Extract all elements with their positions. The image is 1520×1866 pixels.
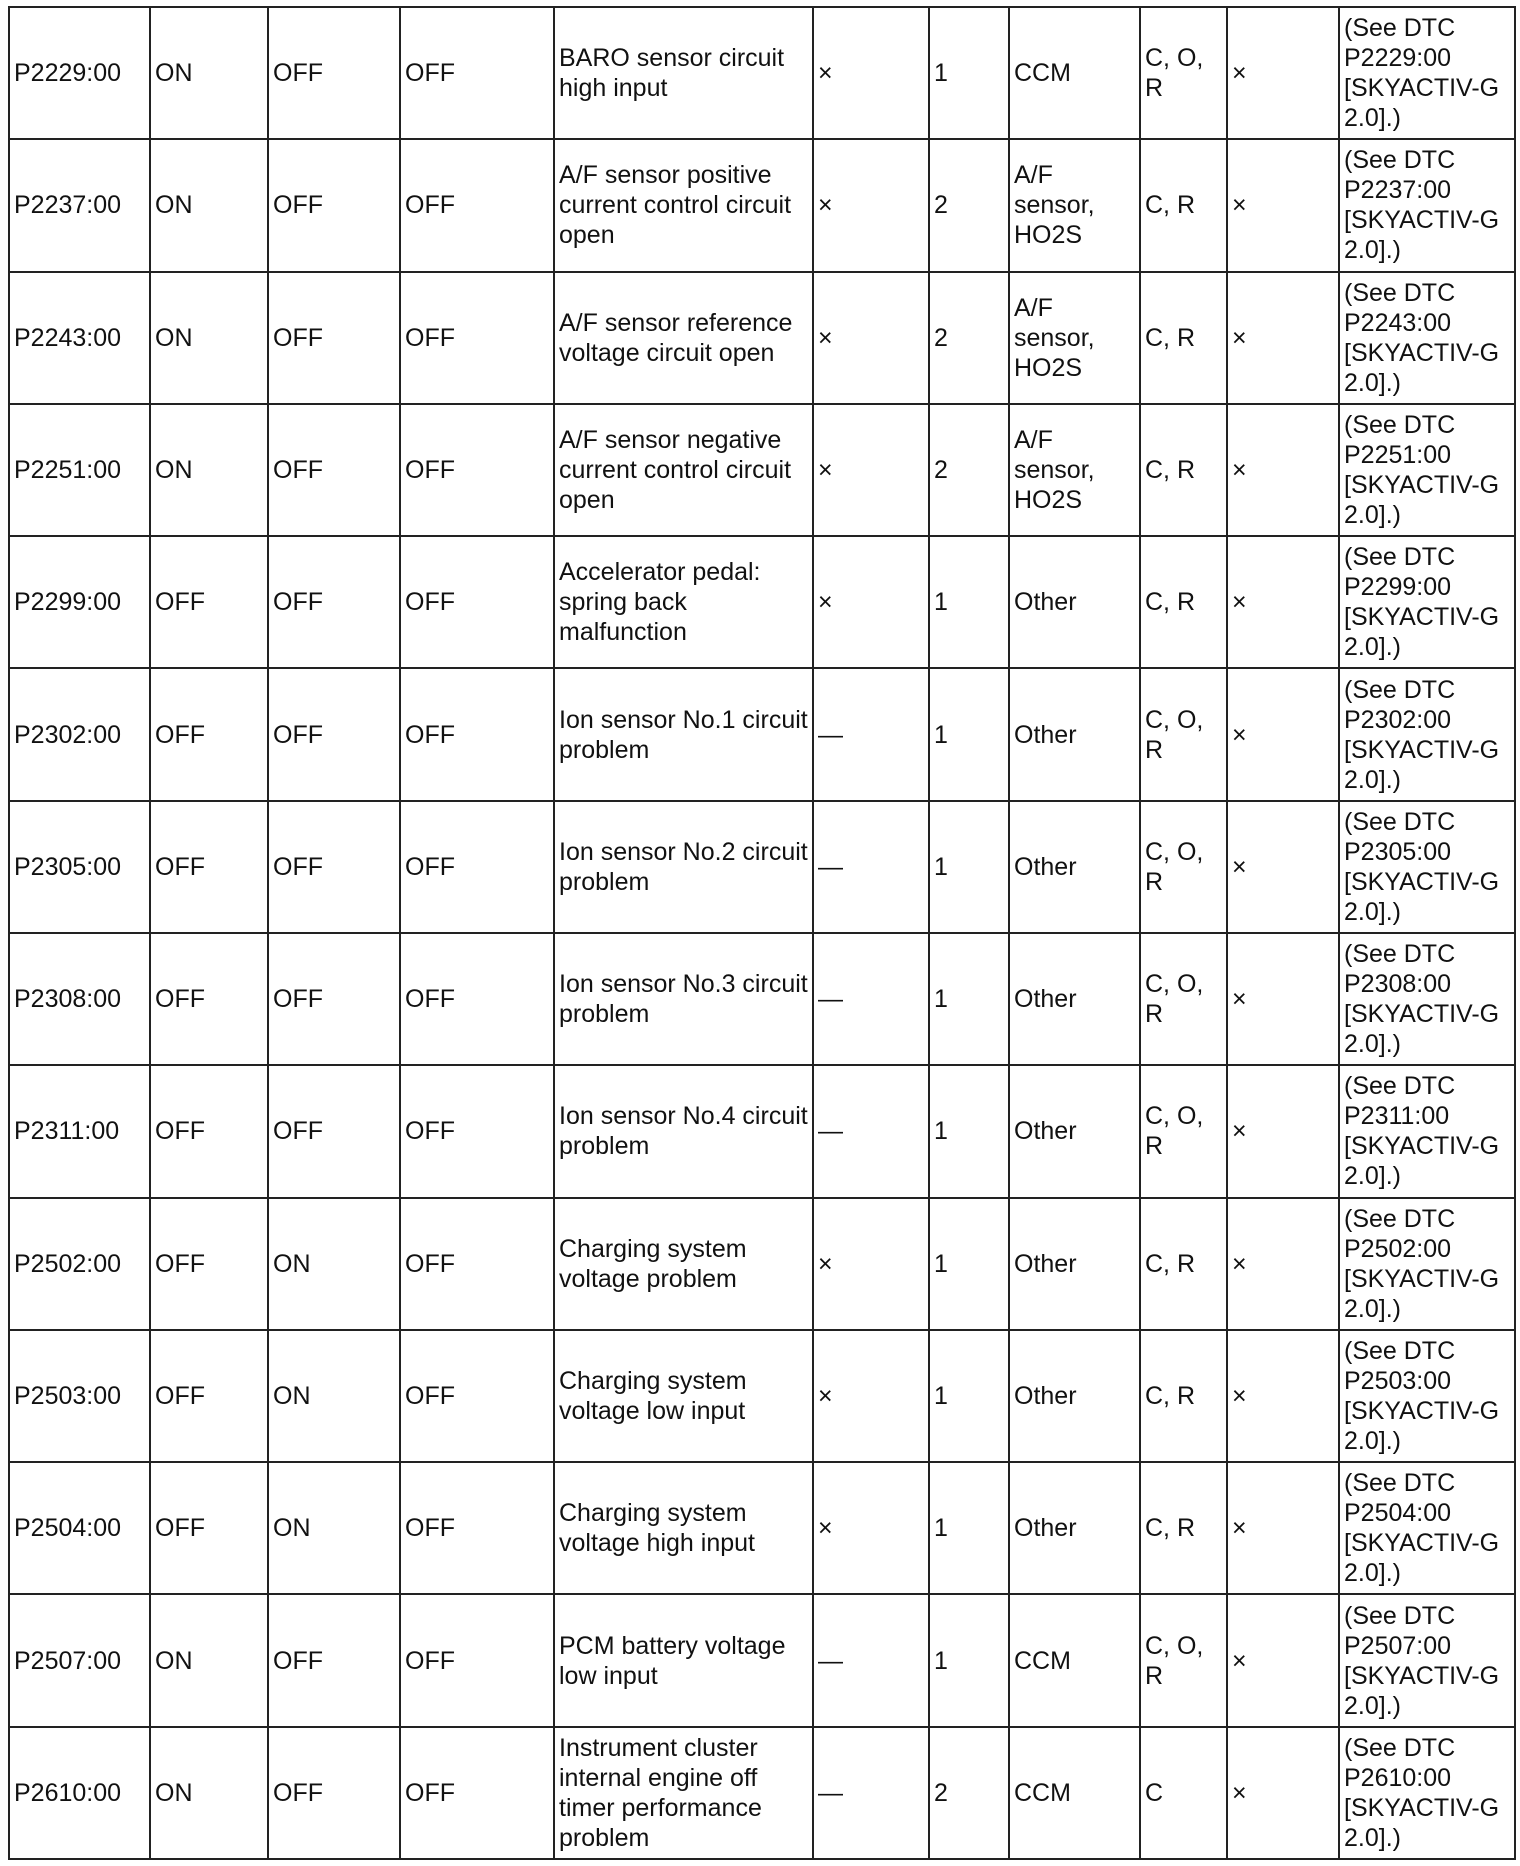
dtc-code-cell: P2610:00 [9, 1727, 150, 1859]
description-cell: BARO sensor circuit high input [554, 7, 813, 139]
dtc-code-cell: P2308:00 [9, 933, 150, 1065]
dtc-type-cell: C, O, R [1140, 668, 1227, 800]
dtc-code-cell: P2299:00 [9, 536, 150, 668]
reference-cell: (See DTC P2502:00 [SKYACTIV-G 2.0].) [1339, 1198, 1515, 1330]
mark-cell-2: × [1227, 801, 1339, 933]
drive-cycle-cell: 2 [929, 272, 1009, 404]
monitor-item-cell: Other [1009, 536, 1140, 668]
table-row [9, 404, 1515, 536]
dtc-type-cell: C, O, R [1140, 933, 1227, 1065]
table-row [9, 272, 1515, 404]
table-row [9, 1462, 1515, 1594]
dtc-type-cell: C, R [1140, 1198, 1227, 1330]
status-cell-3: OFF [400, 668, 554, 800]
table-body [9, 7, 1515, 1859]
mark-cell-2: × [1227, 139, 1339, 271]
description-cell: Ion sensor No.3 circuit problem [554, 933, 813, 1065]
mark-cell-2: × [1227, 1330, 1339, 1462]
status-cell-3: OFF [400, 272, 554, 404]
mark-cell-2: × [1227, 536, 1339, 668]
description-cell: Ion sensor No.2 circuit problem [554, 801, 813, 933]
dtc-code-cell: P2302:00 [9, 668, 150, 800]
mark-cell-1: × [813, 1330, 929, 1462]
reference-cell: (See DTC P2251:00 [SKYACTIV-G 2.0].) [1339, 404, 1515, 536]
status-cell-2: ON [268, 1462, 400, 1594]
status-cell-1: OFF [150, 1462, 268, 1594]
status-cell-2: OFF [268, 272, 400, 404]
dtc-type-cell: C [1140, 1727, 1227, 1859]
status-cell-3: OFF [400, 1065, 554, 1197]
monitor-item-cell: Other [1009, 1065, 1140, 1197]
reference-cell: (See DTC P2237:00 [SKYACTIV-G 2.0].) [1339, 139, 1515, 271]
status-cell-1: OFF [150, 801, 268, 933]
drive-cycle-cell: 1 [929, 1198, 1009, 1330]
mark-cell-2: × [1227, 1462, 1339, 1594]
drive-cycle-cell: 2 [929, 139, 1009, 271]
status-cell-2: OFF [268, 801, 400, 933]
table-row [9, 139, 1515, 271]
status-cell-3: OFF [400, 933, 554, 1065]
drive-cycle-cell: 2 [929, 1727, 1009, 1859]
status-cell-1: OFF [150, 668, 268, 800]
dtc-type-cell: C, R [1140, 404, 1227, 536]
description-cell: A/F sensor reference voltage circuit open [554, 272, 813, 404]
dtc-type-cell: C, O, R [1140, 1065, 1227, 1197]
reference-cell: (See DTC P2299:00 [SKYACTIV-G 2.0].) [1339, 536, 1515, 668]
reference-cell: (See DTC P2305:00 [SKYACTIV-G 2.0].) [1339, 801, 1515, 933]
mark-cell-2: × [1227, 1198, 1339, 1330]
status-cell-3: OFF [400, 404, 554, 536]
status-cell-2: OFF [268, 536, 400, 668]
table-row [9, 1065, 1515, 1197]
status-cell-1: OFF [150, 1198, 268, 1330]
status-cell-1: ON [150, 7, 268, 139]
monitor-item-cell: Other [1009, 668, 1140, 800]
dtc-code-cell: P2251:00 [9, 404, 150, 536]
monitor-item-cell: CCM [1009, 7, 1140, 139]
dtc-type-cell: C, R [1140, 1330, 1227, 1462]
status-cell-1: ON [150, 1594, 268, 1726]
table-row [9, 536, 1515, 668]
status-cell-3: OFF [400, 139, 554, 271]
status-cell-3: OFF [400, 1594, 554, 1726]
drive-cycle-cell: 1 [929, 7, 1009, 139]
dtc-code-cell: P2503:00 [9, 1330, 150, 1462]
reference-cell: (See DTC P2503:00 [SKYACTIV-G 2.0].) [1339, 1330, 1515, 1462]
mark-cell-2: × [1227, 404, 1339, 536]
description-cell: A/F sensor positive current control circuit open [554, 139, 813, 271]
drive-cycle-cell: 1 [929, 1462, 1009, 1594]
mark-cell-1: × [813, 7, 929, 139]
status-cell-3: OFF [400, 1462, 554, 1594]
monitor-item-cell: A/F sensor, HO2S [1009, 272, 1140, 404]
dtc-code-cell: P2507:00 [9, 1594, 150, 1726]
dtc-code-cell: P2504:00 [9, 1462, 150, 1594]
mark-cell-1: — [813, 1065, 929, 1197]
status-cell-1: OFF [150, 536, 268, 668]
dtc-type-cell: C, R [1140, 139, 1227, 271]
table-row [9, 1727, 1515, 1859]
reference-cell: (See DTC P2507:00 [SKYACTIV-G 2.0].) [1339, 1594, 1515, 1726]
drive-cycle-cell: 1 [929, 801, 1009, 933]
reference-cell: (See DTC P2243:00 [SKYACTIV-G 2.0].) [1339, 272, 1515, 404]
status-cell-2: OFF [268, 1065, 400, 1197]
description-cell: A/F sensor negative current control circuit open [554, 404, 813, 536]
drive-cycle-cell: 1 [929, 1065, 1009, 1197]
status-cell-1: ON [150, 404, 268, 536]
monitor-item-cell: Other [1009, 933, 1140, 1065]
mark-cell-1: × [813, 536, 929, 668]
description-cell: Accelerator pedal: spring back malfunction [554, 536, 813, 668]
mark-cell-1: × [813, 1462, 929, 1594]
mark-cell-2: × [1227, 668, 1339, 800]
mark-cell-1: × [813, 139, 929, 271]
description-cell: Charging system voltage problem [554, 1198, 813, 1330]
status-cell-1: ON [150, 272, 268, 404]
drive-cycle-cell: 2 [929, 404, 1009, 536]
status-cell-2: OFF [268, 1594, 400, 1726]
dtc-code-cell: P2229:00 [9, 7, 150, 139]
mark-cell-1: — [813, 668, 929, 800]
table-row [9, 801, 1515, 933]
table-row [9, 1198, 1515, 1330]
table-row [9, 1330, 1515, 1462]
table-row [9, 933, 1515, 1065]
drive-cycle-cell: 1 [929, 933, 1009, 1065]
mark-cell-2: × [1227, 933, 1339, 1065]
dtc-type-cell: C, O, R [1140, 801, 1227, 933]
dtc-code-cell: P2243:00 [9, 272, 150, 404]
drive-cycle-cell: 1 [929, 1330, 1009, 1462]
dtc-table [8, 6, 1516, 1860]
mark-cell-1: — [813, 1727, 929, 1859]
monitor-item-cell: Other [1009, 1198, 1140, 1330]
dtc-type-cell: C, O, R [1140, 7, 1227, 139]
mark-cell-2: × [1227, 7, 1339, 139]
mark-cell-2: × [1227, 1065, 1339, 1197]
reference-cell: (See DTC P2610:00 [SKYACTIV-G 2.0].) [1339, 1727, 1515, 1859]
mark-cell-1: × [813, 404, 929, 536]
drive-cycle-cell: 1 [929, 668, 1009, 800]
status-cell-3: OFF [400, 7, 554, 139]
dtc-code-cell: P2237:00 [9, 139, 150, 271]
description-cell: Charging system voltage high input [554, 1462, 813, 1594]
reference-cell: (See DTC P2504:00 [SKYACTIV-G 2.0].) [1339, 1462, 1515, 1594]
dtc-type-cell: C, O, R [1140, 1594, 1227, 1726]
dtc-code-cell: P2311:00 [9, 1065, 150, 1197]
dtc-code-cell: P2305:00 [9, 801, 150, 933]
status-cell-1: OFF [150, 1330, 268, 1462]
monitor-item-cell: Other [1009, 801, 1140, 933]
description-cell: Instrument cluster internal engine off timer performance problem [554, 1727, 813, 1859]
mark-cell-1: × [813, 1198, 929, 1330]
dtc-type-cell: C, R [1140, 272, 1227, 404]
status-cell-1: OFF [150, 933, 268, 1065]
monitor-item-cell: CCM [1009, 1594, 1140, 1726]
status-cell-2: OFF [268, 668, 400, 800]
drive-cycle-cell: 1 [929, 1594, 1009, 1726]
mark-cell-2: × [1227, 272, 1339, 404]
status-cell-2: OFF [268, 933, 400, 1065]
monitor-item-cell: A/F sensor, HO2S [1009, 139, 1140, 271]
status-cell-1: ON [150, 139, 268, 271]
status-cell-2: ON [268, 1198, 400, 1330]
reference-cell: (See DTC P2311:00 [SKYACTIV-G 2.0].) [1339, 1065, 1515, 1197]
description-cell: PCM battery voltage low input [554, 1594, 813, 1726]
status-cell-2: OFF [268, 404, 400, 536]
status-cell-1: ON [150, 1727, 268, 1859]
reference-cell: (See DTC P2229:00 [SKYACTIV-G 2.0].) [1339, 7, 1515, 139]
status-cell-2: OFF [268, 7, 400, 139]
monitor-item-cell: CCM [1009, 1727, 1140, 1859]
table-row [9, 668, 1515, 800]
status-cell-2: ON [268, 1330, 400, 1462]
monitor-item-cell: A/F sensor, HO2S [1009, 404, 1140, 536]
mark-cell-2: × [1227, 1594, 1339, 1726]
mark-cell-2: × [1227, 1727, 1339, 1859]
description-cell: Charging system voltage low input [554, 1330, 813, 1462]
status-cell-1: OFF [150, 1065, 268, 1197]
status-cell-3: OFF [400, 1727, 554, 1859]
dtc-code-cell: P2502:00 [9, 1198, 150, 1330]
status-cell-2: OFF [268, 1727, 400, 1859]
status-cell-2: OFF [268, 139, 400, 271]
drive-cycle-cell: 1 [929, 536, 1009, 668]
mark-cell-1: × [813, 272, 929, 404]
reference-cell: (See DTC P2308:00 [SKYACTIV-G 2.0].) [1339, 933, 1515, 1065]
dtc-type-cell: C, R [1140, 1462, 1227, 1594]
status-cell-3: OFF [400, 801, 554, 933]
table-row [9, 1594, 1515, 1726]
reference-cell: (See DTC P2302:00 [SKYACTIV-G 2.0].) [1339, 668, 1515, 800]
description-cell: Ion sensor No.4 circuit problem [554, 1065, 813, 1197]
monitor-item-cell: Other [1009, 1462, 1140, 1594]
mark-cell-1: — [813, 801, 929, 933]
monitor-item-cell: Other [1009, 1330, 1140, 1462]
status-cell-3: OFF [400, 536, 554, 668]
mark-cell-1: — [813, 1594, 929, 1726]
description-cell: Ion sensor No.1 circuit problem [554, 668, 813, 800]
table-row [9, 7, 1515, 139]
status-cell-3: OFF [400, 1330, 554, 1462]
dtc-type-cell: C, R [1140, 536, 1227, 668]
status-cell-3: OFF [400, 1198, 554, 1330]
mark-cell-1: — [813, 933, 929, 1065]
